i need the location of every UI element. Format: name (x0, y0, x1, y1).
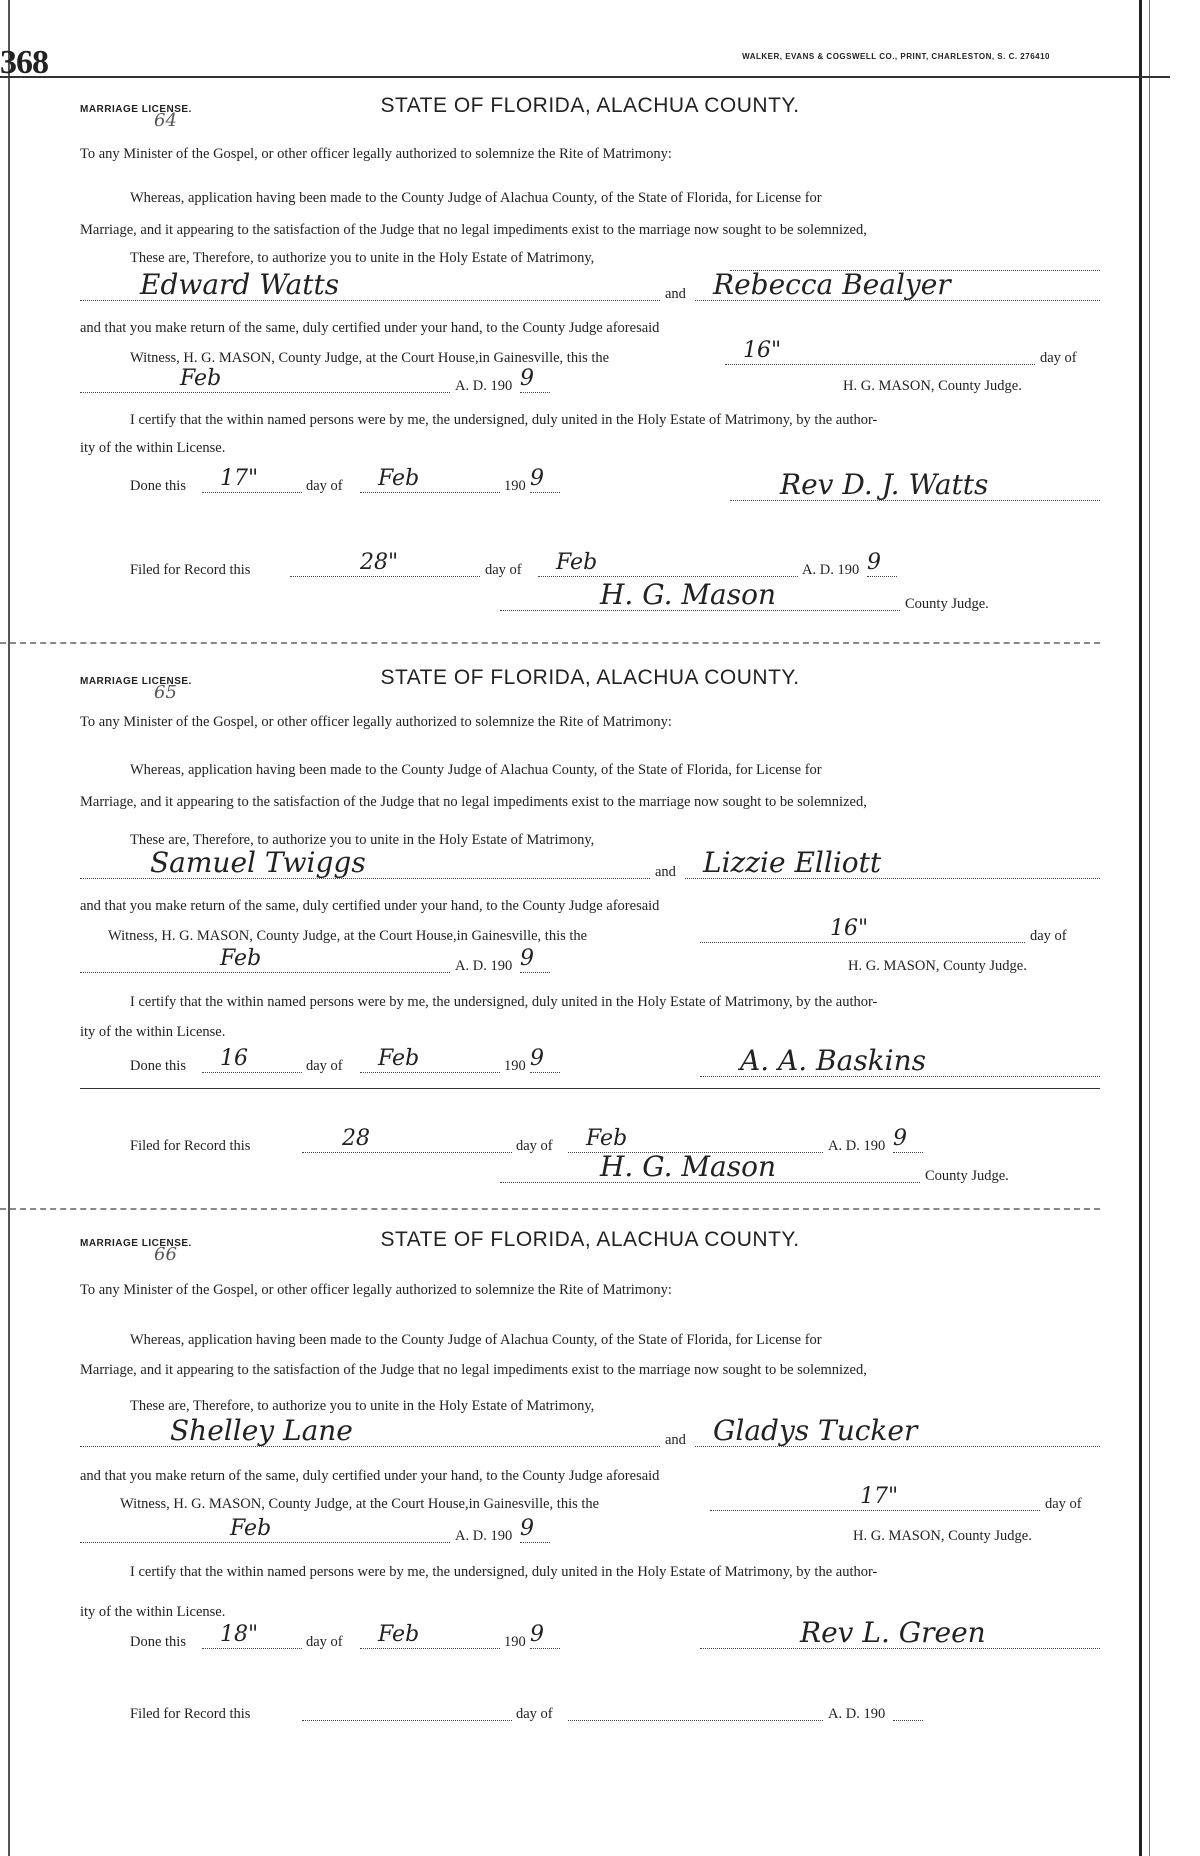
done-this-label: Done this (130, 1058, 186, 1074)
done-year-field (530, 1622, 560, 1649)
done-year-field (530, 1046, 560, 1073)
these-are-line: These are, Therefore, to authorize you to unite in the Holy Estate of Matrimony, (130, 832, 595, 848)
filed-day: 28 (342, 1126, 370, 1151)
filed-signature: H. G. Mason (600, 1150, 777, 1183)
bride-field (685, 846, 1100, 879)
salutation: To any Minister of the Gospel, or other officer legally authorized to solemnize the Rite of Matrimony: (80, 146, 672, 162)
done-year: 9 (530, 466, 544, 491)
done-rule (80, 1088, 1100, 1089)
section-separator (0, 1208, 1100, 1210)
groom-name: Shelley Lane (170, 1414, 353, 1447)
done-this-label: Done this (130, 1634, 186, 1650)
bride-name: Rebecca Bealyer (713, 268, 951, 301)
and-word: and (665, 286, 686, 302)
done-month-field (360, 1622, 500, 1649)
filed-ad-label: A. D. 190 (828, 1138, 886, 1154)
page-number: 368 (0, 44, 48, 81)
witness-line: Witness, H. G. MASON, County Judge, at the Court House,in Gainesville, this the (120, 1496, 600, 1512)
witness-year-field (520, 946, 550, 973)
judge-printed: H. G. MASON, County Judge. (843, 378, 1022, 394)
license-number: 64 (154, 110, 177, 131)
done-day: 17" (220, 466, 259, 491)
whereas-line-2: Marriage, and it appearing to the satisfaction of the Judge that no legal impediments exist to the marriage now sought to be solemnized, (80, 1362, 867, 1378)
license-number: 66 (154, 1244, 177, 1265)
filed-ad-label: A. D. 190 (802, 562, 860, 578)
ad-label: A. D. 190 (455, 378, 513, 394)
certify-line-1: I certify that the within named persons were by me, the undersigned, duly united in the Holy Estate of Matrimony, by the author- (130, 994, 878, 1010)
printer-imprint: WALKER, EVANS & COGSWELL CO., PRINT, CHARLESTON, S. C. 276410 (742, 52, 1050, 61)
license-label: MARRIAGE LICENSE. (80, 104, 192, 115)
filed-month: Feb (556, 550, 598, 575)
witness-month-field (80, 1516, 450, 1543)
bride-field (695, 268, 1100, 301)
these-are-line: These are, Therefore, to authorize you to unite in the Holy Estate of Matrimony, (130, 1398, 595, 1414)
witness-day: 17" (860, 1484, 899, 1509)
witness-month-field (80, 366, 450, 393)
whereas-line-1: Whereas, application having been made to the County Judge of Alachua County, of the State of Florida, for License for (130, 1332, 822, 1348)
make-return-line: and that you make return of the same, duly certified under your hand, to the County Judge aforesaid (80, 898, 660, 914)
done-day-field (202, 1622, 302, 1649)
done-year: 9 (530, 1622, 544, 1647)
witness-year: 9 (520, 1516, 534, 1541)
day-of-label: day of (1040, 350, 1077, 366)
filed-year: 9 (893, 1126, 907, 1151)
whereas-line-1: Whereas, application having been made to the County Judge of Alachua County, of the State of Florida, for License for (130, 190, 822, 206)
filed-day-field (302, 1126, 512, 1153)
license-number: 65 (154, 682, 177, 703)
binding-line-right (1139, 0, 1142, 1856)
filed-year-field (867, 550, 897, 577)
filed-day-of-label: day of (485, 562, 522, 578)
license-title: STATE OF FLORIDA, ALACHUA COUNTY. (380, 1228, 800, 1251)
filed-label: Filed for Record this (130, 1706, 251, 1722)
filed-ad-label: A. D. 190 (828, 1706, 886, 1722)
witness-day: 16" (743, 338, 782, 363)
groom-field (80, 1414, 660, 1447)
witness-year: 9 (520, 366, 534, 391)
officiant-signature: Rev L. Green (800, 1616, 986, 1649)
day-of-label: day of (1030, 928, 1067, 944)
filed-month: Feb (586, 1126, 628, 1151)
filed-month-field (568, 1700, 823, 1721)
done-month: Feb (378, 1622, 420, 1647)
filed-day: 28" (360, 550, 399, 575)
bride-name: Gladys Tucker (713, 1414, 918, 1447)
done-day-field (202, 1046, 302, 1073)
officiant-field (700, 1044, 1100, 1077)
witness-day-field (710, 1484, 1040, 1511)
done-month-field (360, 1046, 500, 1073)
filed-year-field (893, 1700, 923, 1721)
witness-day-field (725, 338, 1035, 365)
witness-year-field (520, 366, 550, 393)
done-ad-label: 190 (504, 478, 526, 494)
license-title: STATE OF FLORIDA, ALACHUA COUNTY. (380, 94, 800, 117)
done-day: 16 (220, 1046, 248, 1071)
license-label: MARRIAGE LICENSE. (80, 676, 192, 687)
filed-day-of-label: day of (516, 1706, 553, 1722)
witness-year: 9 (520, 946, 534, 971)
section-separator (0, 642, 1100, 644)
filed-day-field (302, 1700, 512, 1721)
bride-field (695, 1414, 1100, 1447)
witness-line: Witness, H. G. MASON, County Judge, at the Court House,in Gainesville, this the (130, 350, 610, 366)
done-day-of-label: day of (306, 1058, 343, 1074)
officiant-signature: Rev D. J. Watts (780, 468, 989, 501)
whereas-line-2: Marriage, and it appearing to the satisfaction of the Judge that no legal impediments exist to the marriage now sought to be solemnized, (80, 222, 867, 238)
done-ad-label: 190 (504, 1634, 526, 1650)
officiant-field (730, 468, 1100, 501)
filed-signature: H. G. Mason (600, 578, 777, 611)
binding-line-left (8, 0, 10, 1856)
binding-line-right-thin (1149, 0, 1150, 1856)
judge-printed: H. G. MASON, County Judge. (848, 958, 1027, 974)
witness-month: Feb (220, 946, 262, 971)
county-judge-label: County Judge. (905, 596, 989, 612)
groom-field (80, 268, 660, 301)
done-ad-label: 190 (504, 1058, 526, 1074)
certify-line-2: ity of the within License. (80, 1604, 226, 1620)
groom-field (80, 846, 650, 879)
done-day-field (202, 466, 302, 493)
witness-month-field (80, 946, 450, 973)
make-return-line: and that you make return of the same, duly certified under your hand, to the County Judge aforesaid (80, 1468, 660, 1484)
whereas-line-1: Whereas, application having been made to the County Judge of Alachua County, of the State of Florida, for License for (130, 762, 822, 778)
done-month: Feb (378, 466, 420, 491)
done-this-label: Done this (130, 478, 186, 494)
done-month: Feb (378, 1046, 420, 1071)
done-day: 18" (220, 1622, 259, 1647)
salutation: To any Minister of the Gospel, or other officer legally authorized to solemnize the Rite of Matrimony: (80, 1282, 672, 1298)
filed-sign-field (500, 578, 900, 611)
certify-line-1: I certify that the within named persons were by me, the undersigned, duly united in the Holy Estate of Matrimony, by the author- (130, 412, 878, 428)
certify-line-1: I certify that the within named persons were by me, the undersigned, duly united in the Holy Estate of Matrimony, by the author- (130, 1564, 878, 1580)
make-return-line: and that you make return of the same, duly certified under your hand, to the County Judge aforesaid (80, 320, 660, 336)
witness-year-field (520, 1516, 550, 1543)
license-title: STATE OF FLORIDA, ALACHUA COUNTY. (380, 666, 800, 689)
officiant-signature: A. A. Baskins (740, 1044, 927, 1077)
witness-day: 16" (830, 916, 869, 941)
and-word: and (665, 1432, 686, 1448)
ad-label: A. D. 190 (455, 958, 513, 974)
license-label: MARRIAGE LICENSE. (80, 1238, 192, 1249)
done-day-of-label: day of (306, 1634, 343, 1650)
done-day-of-label: day of (306, 478, 343, 494)
filed-year: 9 (867, 550, 881, 575)
done-year: 9 (530, 1046, 544, 1071)
officiant-field (700, 1616, 1100, 1649)
certify-line-2: ity of the within License. (80, 1024, 226, 1040)
county-judge-label: County Judge. (925, 1168, 1009, 1184)
bride-name: Lizzie Elliott (703, 846, 882, 879)
day-of-label: day of (1045, 1496, 1082, 1512)
witness-day-field (700, 916, 1025, 943)
groom-name: Edward Watts (140, 268, 340, 301)
ad-label: A. D. 190 (455, 1528, 513, 1544)
witness-line: Witness, H. G. MASON, County Judge, at the Court House,in Gainesville, this the (108, 928, 588, 944)
filed-day-of-label: day of (516, 1138, 553, 1154)
witness-month: Feb (180, 366, 222, 391)
filed-day-field (290, 550, 480, 577)
and-word: and (655, 864, 676, 880)
done-month-field (360, 466, 500, 493)
witness-month: Feb (230, 1516, 272, 1541)
salutation: To any Minister of the Gospel, or other officer legally authorized to solemnize the Rite of Matrimony: (80, 714, 672, 730)
done-year-field (530, 466, 560, 493)
certify-line-2: ity of the within License. (80, 440, 226, 456)
filed-sign-field (500, 1150, 920, 1183)
top-rule (0, 76, 1170, 78)
filed-month-field (538, 550, 798, 577)
judge-printed: H. G. MASON, County Judge. (853, 1528, 1032, 1544)
groom-name: Samuel Twiggs (150, 846, 366, 879)
filed-label: Filed for Record this (130, 1138, 251, 1154)
filed-label: Filed for Record this (130, 562, 251, 578)
these-are-line: These are, Therefore, to authorize you to unite in the Holy Estate of Matrimony, (130, 250, 595, 266)
whereas-line-2: Marriage, and it appearing to the satisfaction of the Judge that no legal impediments exist to the marriage now sought to be solemnized, (80, 794, 867, 810)
filed-year-field (893, 1126, 923, 1153)
